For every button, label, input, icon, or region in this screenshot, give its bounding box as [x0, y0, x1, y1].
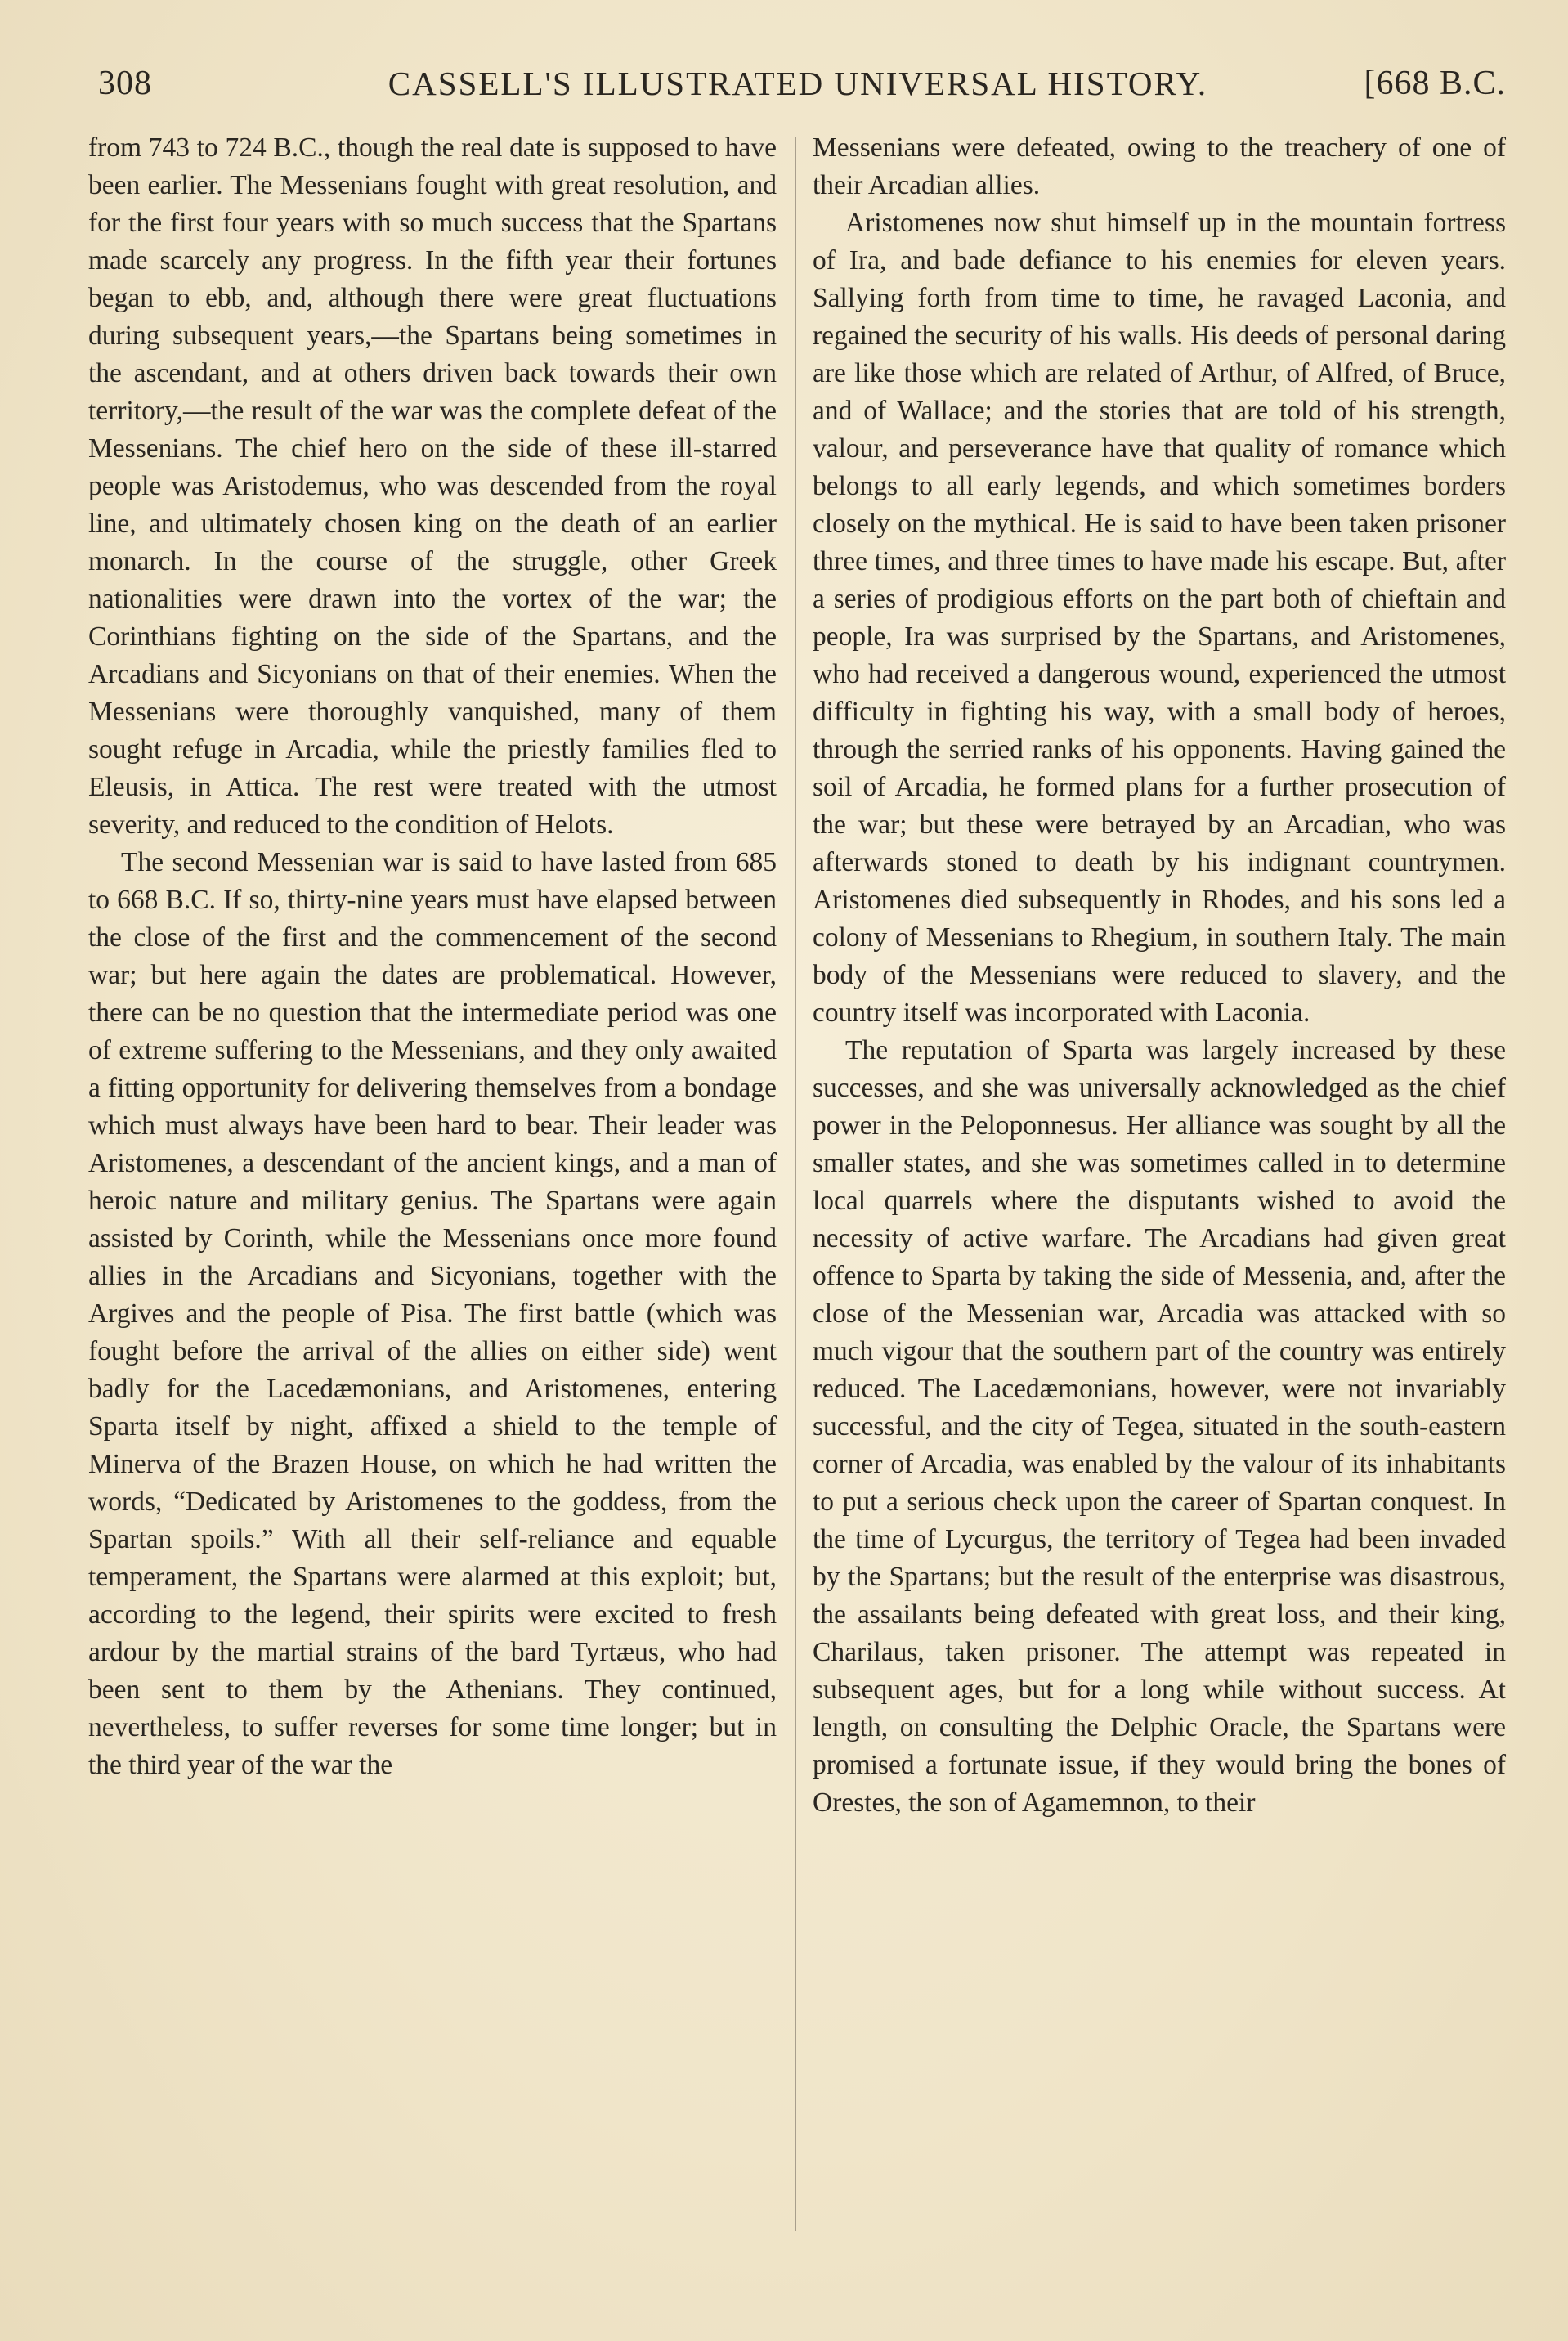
running-head [90, 59, 1506, 108]
page-number: 308 [98, 65, 152, 102]
paragraph-aristomenes-ira: Aristomenes now shut himself up in the mountain fortress of Ira, and bade defiance to his enemies for eleven years. Sallying forth from time to time, he ravaged Laconia, and regained the security of his walls. His deeds of personal daring are like those which are related of Arthur, of Alfred, of Bruce, and of Wallace; and the stories that are told of his strength, valour, and perseverance have that quality of romance which belongs to all early legends, and which sometimes borders closely on the mythical. He is said to have been taken prisoner three times, and three times to have made his escape. But, after a series of prodigious efforts on the part both of chieftain and people, Ira was surprised by the Spartans, and Aristomenes, who had received a dangerous wound, experienced the utmost difficulty in fighting his way, with a small body of heroes, through the serried ranks of his opponents. Having gained the soil of Arcadia, he formed plans for a further prosecution of the war; but these were betrayed by an Arcadian, who was afterwards stoned to death by his indignant countrymen. Aristomenes died subsequently in Rhodes, and his sons led a colony of Messenians to Rhegium, in southern Italy. The main body of the Messenians were reduced to slavery, and the country itself was incorporated with Laconia. [813, 208, 1506, 1028]
date-marker: [668 B.C. [1364, 65, 1506, 102]
paragraph-messenians-defeated: Messenians were defeated, owing to the treachery of one of their Arcadian allies. [813, 132, 1506, 200]
right-column [813, 129, 1506, 1822]
paragraph-sparta-reputation: The reputation of Sparta was largely increased by these successes, and she was universally acknowledged as the chief power in the Peloponnesus. Her alliance was sought by all the smaller states, and she was sometimes called in to determine local quarrels where the disputants wished to avoid the necessity of active warfare. The Arcadians had given great offence to Sparta by taking the side of Messenia, and, after the close of the Messenian war, Arcadia was attacked with so much vigour that the southern part of the country was entirely reduced. The Lacedæmonians, however, were not invariably successful, and the city of Tegea, situated in the south-eastern corner of Arcadia, was enabled by the valour of its inhabitants to put a serious check upon the career of Spartan conquest. In the time of Lycurgus, the territory of Tegea had been invaded by the Spartans; but the result of the enterprise was disastrous, the assailants being defeated with great loss, and their king, Charilaus, taken prisoner. The attempt was repeated in subsequent ages, but for a long while without success. At length, on consulting the Delphic Oracle, the Spartans were promised a fortunate issue, if they would bring the bones of Orestes, the son of Agamemnon, to their [813, 1035, 1506, 1818]
column-divider [795, 137, 796, 2231]
paragraph-continued: from 743 to 724 B.C., though the real date is supposed to have been earlier. The Messenians fought with great resolution, and for the first four years with so much success that the Spartans made scarcely any progress. In the fifth year their fortunes began to ebb, and, although there were great fluctuations during subsequent years,—the Spartans being sometimes in the ascendant, and at others driven back towards their own territory,—the result of the war was the complete defeat of the Messenians. The chief hero on the side of these ill-starred people was Aristodemus, who was descended from the royal line, and ultimately chosen king on the death of an earlier monarch. In the course of the struggle, other Greek nationalities were drawn into the vortex of the war; the Corinthians fighting on the side of the Spartans, and the Arcadians and Sicyonians on that of their enemies. When the Messenians were thoroughly vanquished, many of them sought refuge in Arcadia, while the priestly families fled to Eleusis, in Attica. The rest were treated with the utmost severity, and reduced to the condition of Helots. [88, 132, 777, 840]
paragraph-second-messenian-war: The second Messenian war is said to have lasted from 685 to 668 B.C. If so, thirty-nine years must have elapsed between the close of the first and the commencement of the second war; but here again the dates are problematical. However, there can be no question that the intermediate period was one of extreme suffering to the Messenians, and they only awaited a fitting opportunity for delivering themselves from a bondage which must always have been hard to bear. Their leader was Aristomenes, a descendant of the ancient kings, and a man of heroic nature and military genius. The Spartans were again assisted by Corinth, while the Messenians once more found allies in the Arcadians and Sicyonians, together with the Argives and the people of Pisa. The first battle (which was fought before the arrival of the allies on either side) went badly for the Lacedæmonians, and Aristomenes, entering Sparta itself by night, affixed a shield to the temple of Minerva of the Brazen House, on which he had written the words, “Dedicated by Aristomenes to the goddess, from the Spartan spoils.” With all their self-reliance and equable temperament, the Spartans were alarmed at this exploit; but, according to the legend, their spirits were excited to fresh ardour by the martial strains of the bard Tyrtæus, who had been sent to them by the Athenians. They continued, nevertheless, to suffer reverses for some time longer; but in the third year of the war the [88, 847, 777, 1780]
book-title: CASSELL'S ILLUSTRATED UNIVERSAL HISTORY. [388, 65, 1208, 102]
left-column [88, 129, 777, 1784]
